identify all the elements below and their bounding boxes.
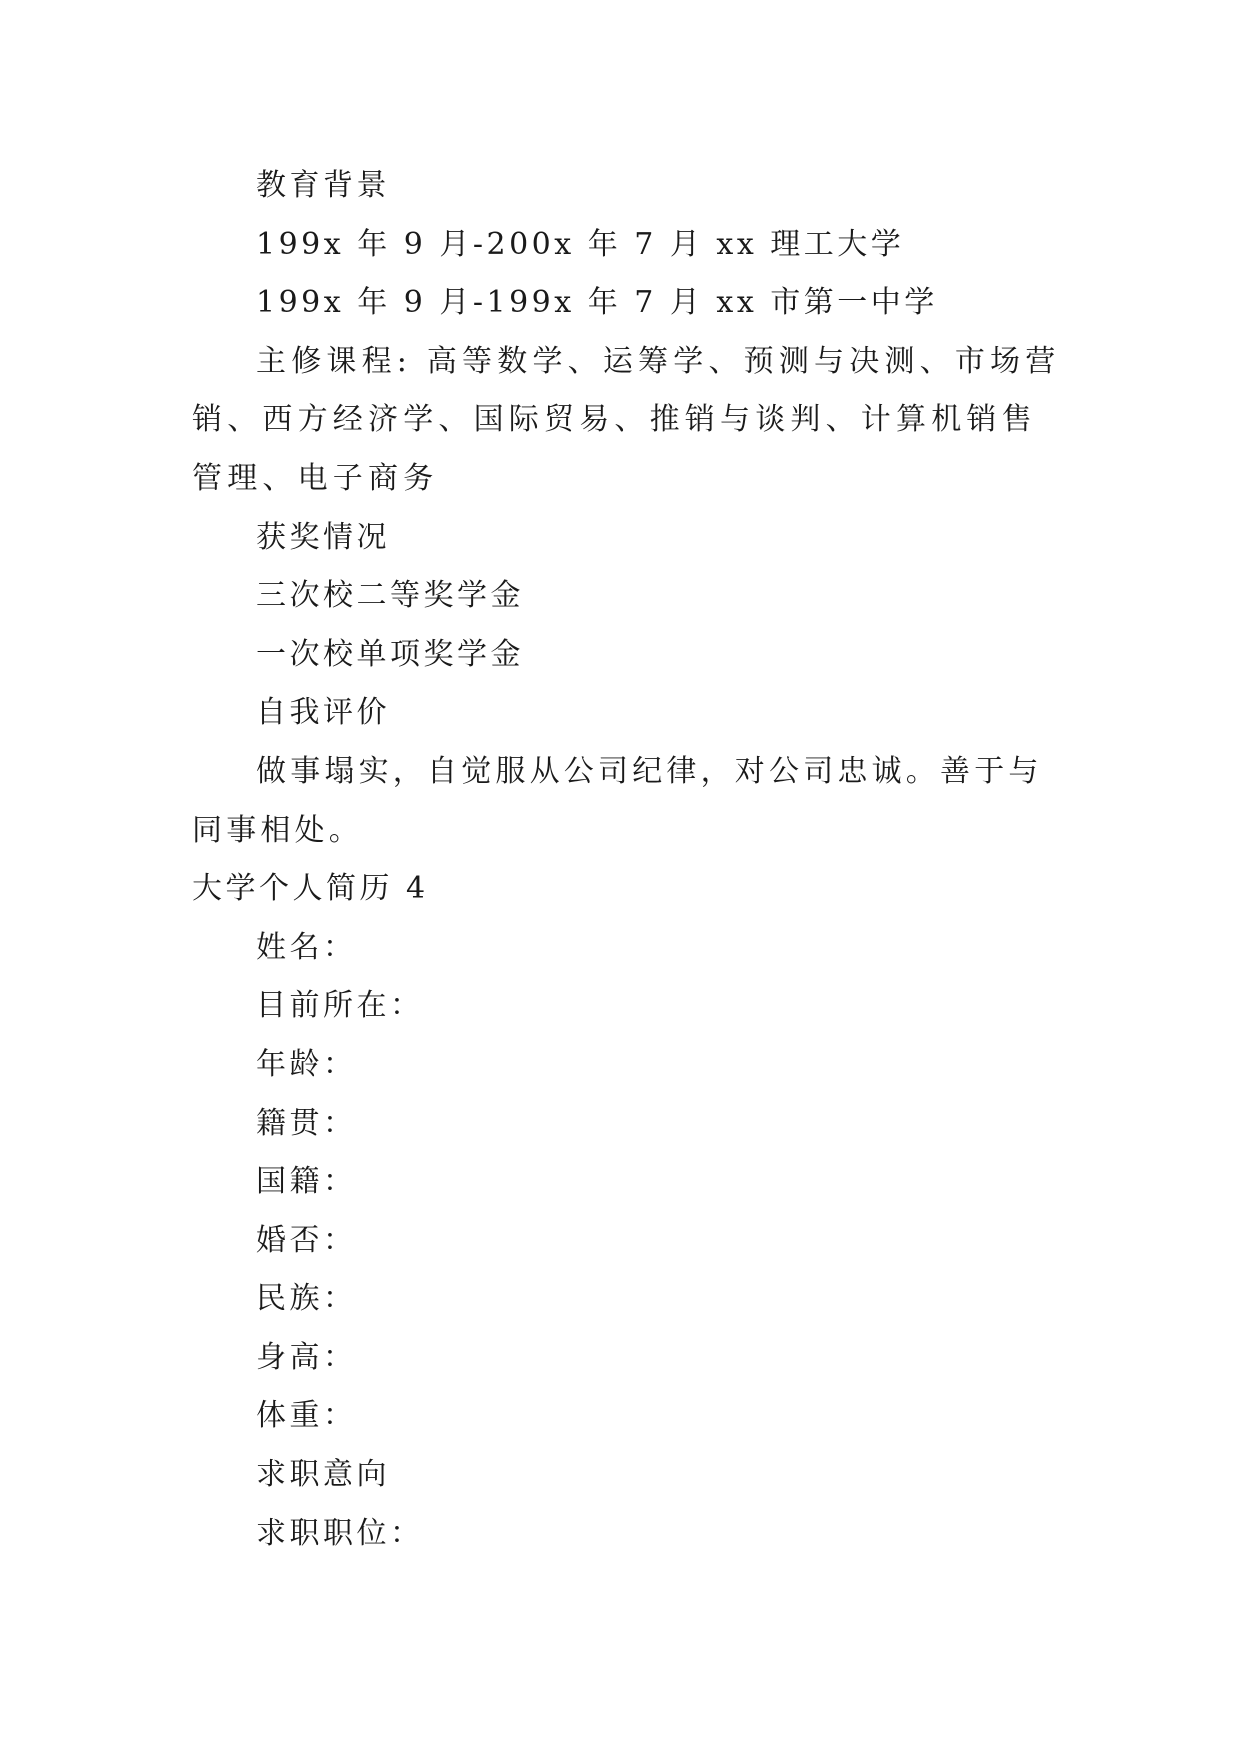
section-heading-job-intent: 求职意向 [256, 1457, 390, 1493]
field-ethnicity: 民族： [256, 1281, 357, 1317]
field-marital-status: 婚否： [256, 1222, 357, 1258]
self-evaluation-text: 做事塌实，自觉服从公司纪律，对公司忠诚。善于与同事相处。 [192, 753, 1043, 848]
field-job-position: 求职职位： [256, 1515, 424, 1551]
award-item-1: 三次校二等奖学金 [256, 578, 524, 614]
award-item-2: 一次校单项奖学金 [256, 636, 524, 672]
section-heading-awards: 获奖情况 [256, 519, 390, 555]
education-entry-university: 199x 年 9 月-200x 年 7 月 xx 理工大学 [256, 226, 905, 262]
field-weight: 体重： [256, 1398, 357, 1434]
field-native-place: 籍贯： [256, 1105, 357, 1141]
field-age: 年龄： [256, 1046, 357, 1082]
education-entry-highschool: 199x 年 9 月-199x 年 7 月 xx 市第一中学 [256, 285, 938, 321]
section-heading-education: 教育背景 [256, 168, 390, 203]
field-current-location: 目前所在： [256, 988, 424, 1024]
document-body [192, 157, 1062, 1563]
field-name: 姓名： [256, 929, 357, 965]
resume-title: 大学个人简历 4 [192, 871, 429, 907]
field-nationality: 国籍： [256, 1164, 357, 1200]
section-heading-self-evaluation: 自我评价 [256, 695, 390, 731]
education-courses: 主修课程: 高等数学、运筹学、预测与决测、市场营销、西方经济学、国际贸易、推销与谈判、计算机销售管理、电子商务 [192, 343, 1061, 496]
field-height: 身高： [256, 1339, 357, 1375]
